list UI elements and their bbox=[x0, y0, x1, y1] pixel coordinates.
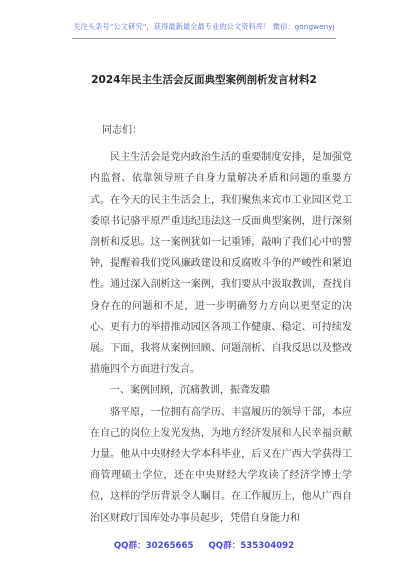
document-body bbox=[90, 120, 352, 529]
section-heading: 一、案例回顾，沉痛教训，振聋发聩 bbox=[110, 385, 270, 397]
footer-qq-group-1: QQ群：30265665 bbox=[113, 541, 194, 551]
paragraph: 民主生活会是党内政治生活的重要制度安排，是加强党内监督、依靠领导班子自身力量解决矛盾和问题的重要方式。在今天的民主生活会上，我们聚焦来宾市工业园区党工委原书记骆平原严重违纪违法这一反面典型案例，进行深刻剖析和反思。这一案例犹如一记重锤，敲响了我们心中的警钟，提醒着我们党风廉政建设和反腐败斗争的严峻性和紧迫性。通过深入剖析这一案例，我们要从中汲取教训，查找自身存在的问题和不足，进一步明确努力方向以更坚定的决心、更有力的举措推动园区各项工作健康、稳定、可持续发展。下面，我将从案例回顾、问题剖析、自我反思以及整改措施四个方面进行发言。 bbox=[90, 152, 352, 376]
header-note: 关注头条号“公文研究”，获得最新最全最专业的公文资料库！ 微信：gongwenyj bbox=[73, 22, 335, 31]
footer-note bbox=[0, 539, 408, 551]
greeting: 同志们： bbox=[102, 125, 142, 136]
paragraph: 骆平原，一位拥有高学历、丰富履历的领导干部，本应在自己的岗位上发光发热，为地方经济发展和人民幸福贡献力量。他从中央财经大学本科毕业，后又在广西大学获得工商管理硕士学位，还在中央财经大学攻读了经济学博士学位，这样的学历背景令人瞩目。在工作履历上，他从广西自治区财政厅国库处办事员起步，凭借自身能力和 bbox=[90, 406, 352, 524]
footer-qq-group-2: QQ群：535304092 bbox=[208, 541, 295, 551]
document-title: 2024年民主生活会反面典型案例剖析发言材料2 bbox=[91, 74, 317, 86]
header-divider bbox=[72, 38, 336, 39]
